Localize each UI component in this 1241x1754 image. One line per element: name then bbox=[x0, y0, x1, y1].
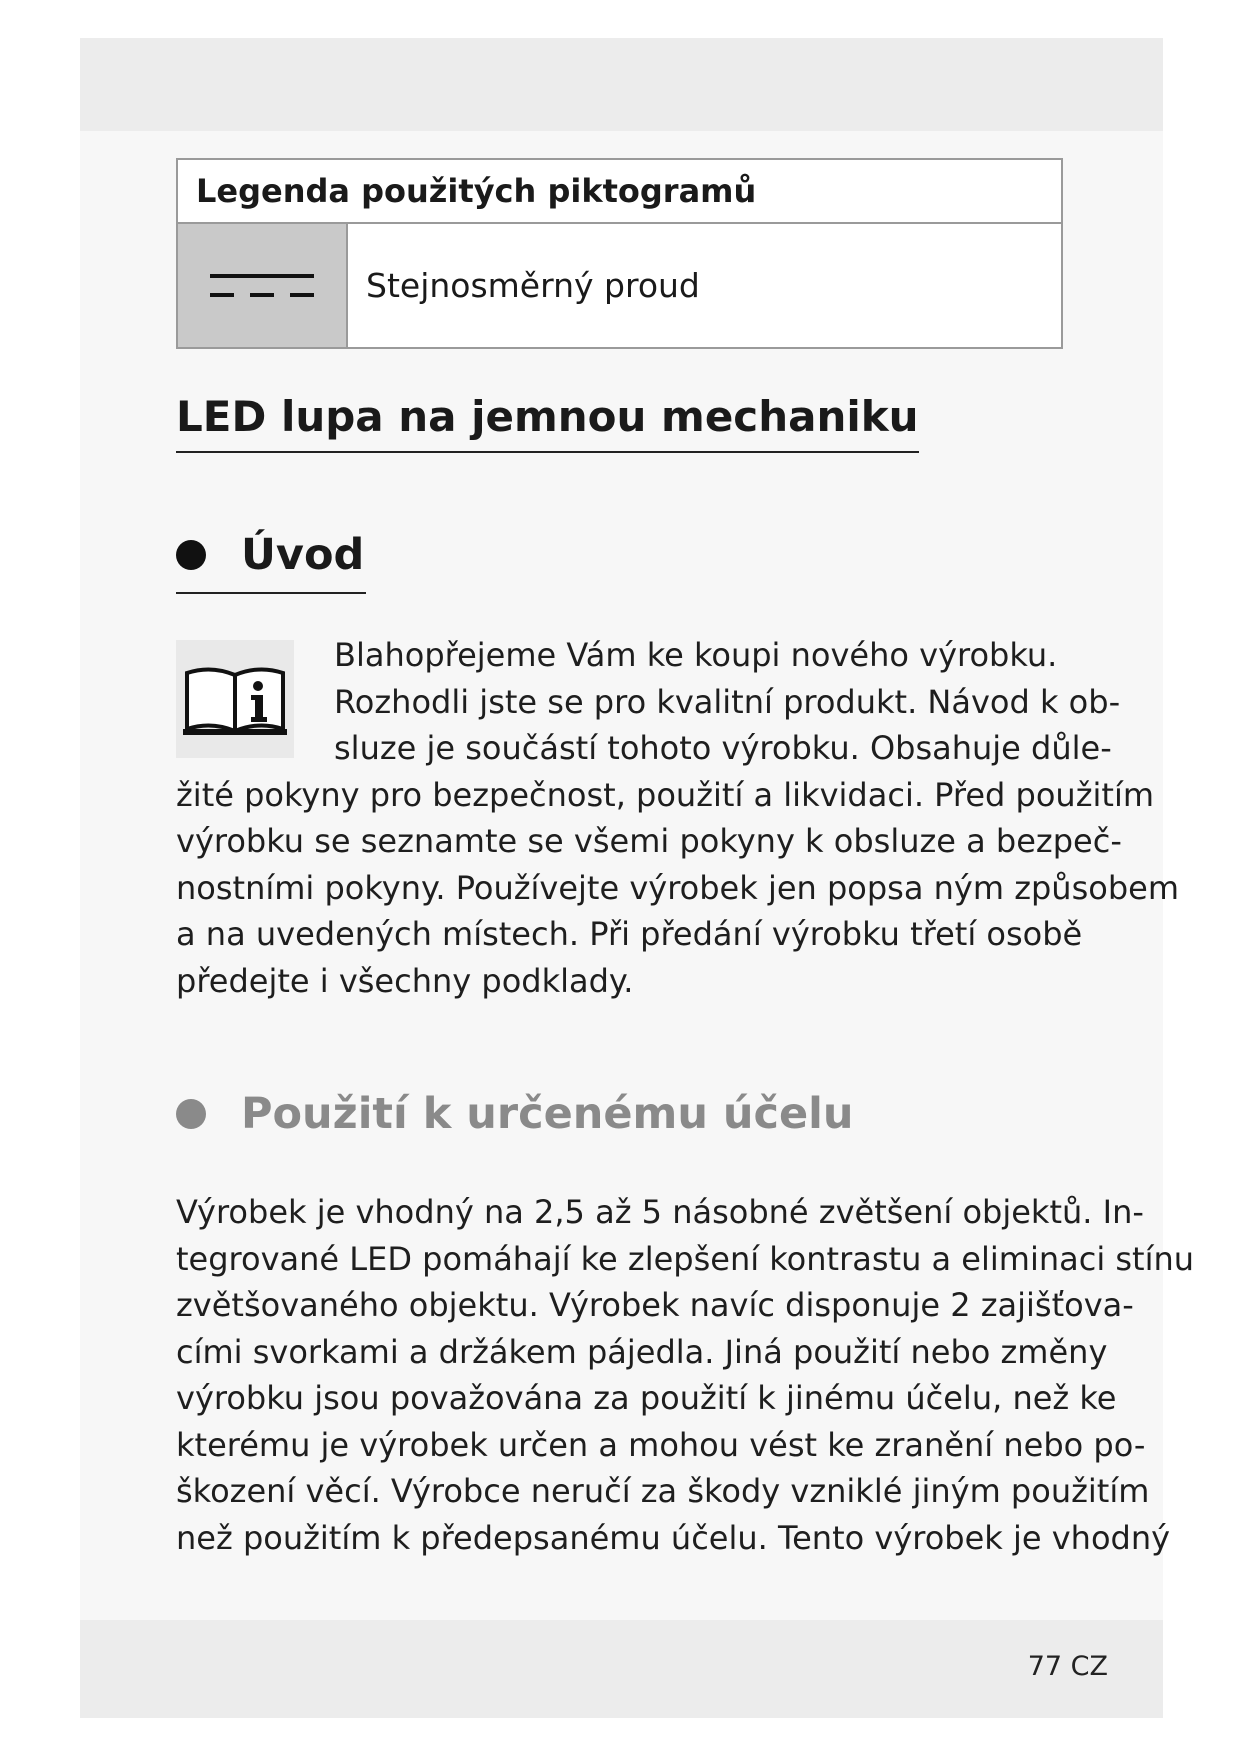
legend-item-label: Stejnosměrný proud bbox=[366, 266, 700, 305]
intended-use-paragraph bbox=[176, 1189, 1195, 1561]
paragraph-line: výrobku se seznamte se všemi pokyny k obsluze a bezpeč- bbox=[176, 822, 1122, 860]
direct-current-icon bbox=[210, 271, 314, 301]
paragraph-line: cími svorkami a držákem pájedla. Jiná použití nebo změny bbox=[176, 1332, 1108, 1371]
section-heading-text: Použití k určenému účelu bbox=[241, 1089, 854, 1139]
bullet-icon bbox=[176, 1099, 206, 1129]
paragraph-line: výrobku jsou považována za použití k jinému účelu, než ke bbox=[176, 1379, 1117, 1417]
product-title: LED lupa na jemnou mechaniku bbox=[176, 392, 919, 453]
header-band bbox=[80, 38, 1163, 131]
footer-band bbox=[80, 1620, 1163, 1718]
paragraph-line: Rozhodli jste se pro kvalitní produkt. Návod k ob- bbox=[334, 682, 1121, 721]
legend-row bbox=[178, 224, 1061, 347]
paragraph-line: a na uvedených místech. Při předání výrobku třetí osobě bbox=[176, 915, 1083, 953]
paragraph-line: tegrované LED pomáhají ke zlepšení kontrastu a eliminaci stínu bbox=[176, 1239, 1195, 1278]
paragraph-line: sluze je součástí tohoto výrobku. Obsahuje důle- bbox=[334, 729, 1112, 767]
legend-title: Legenda použitých piktogramů bbox=[178, 160, 1061, 224]
section-heading-intended-use bbox=[176, 1089, 854, 1139]
intro-paragraph bbox=[176, 632, 1179, 1004]
section-heading-text: Úvod bbox=[241, 530, 365, 580]
legend-icon-cell bbox=[178, 224, 348, 347]
bullet-icon bbox=[176, 540, 206, 570]
paragraph-line: škození věcí. Výrobce neručí za škody vzniklé jiným použitím bbox=[176, 1472, 1150, 1510]
paragraph-line: Blahopřejeme Vám ke koupi nového výrobku. bbox=[334, 636, 1058, 674]
paragraph-line: kterému je výrobek určen a mohou vést ke zranění nebo po- bbox=[176, 1425, 1146, 1464]
paragraph-line: zvětšovaného objektu. Výrobek navíc disponuje 2 zajišťova- bbox=[176, 1286, 1134, 1324]
paragraph-line: Výrobek je vhodný na 2,5 až 5 násobné zvětšení objektů. In- bbox=[176, 1193, 1144, 1231]
section-heading-uvod bbox=[176, 530, 366, 594]
paragraph-line: nostními pokyny. Používejte výrobek jen popsa ným způsobem bbox=[176, 868, 1179, 907]
pictogram-legend-table bbox=[176, 158, 1063, 349]
paragraph-line: žité pokyny pro bezpečnost, použití a likvidaci. Před použitím bbox=[176, 775, 1154, 814]
page-number: 77 CZ bbox=[1027, 1651, 1108, 1682]
paragraph-line: předejte i všechny podklady. bbox=[176, 961, 634, 1000]
paragraph-line: než použitím k předepsanému účelu. Tento výrobek je vhodný bbox=[176, 1518, 1171, 1557]
